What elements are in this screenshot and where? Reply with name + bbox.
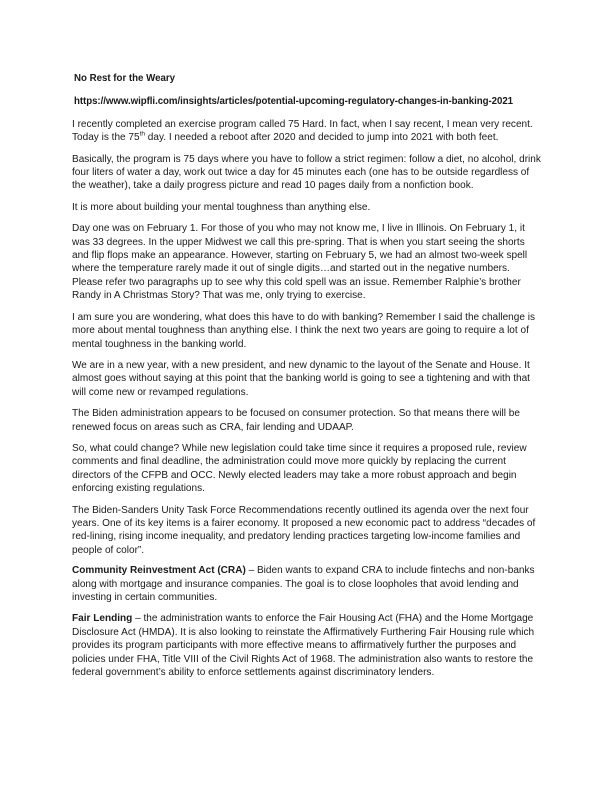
paragraph-day-one: Day one was on February 1. For those of you who may not know me, I live in Illinois. On February 1, it was 33 degrees. In the upper Midwest we call this pre-spring. That is when you start seeing the shorts and flip flops make an appearance. However, starting on February 5, we had an almost two-week spell where the temperature rarely made it out of single digits…and started out in the negative numbers. Please refer two paragraphs up to see why this cold spell was an issue. Remember Ralphie’s brother Randy in A Christmas Story? That was me, only trying to exercise. (72, 223, 528, 302)
paragraph-fair-lending (72, 612, 541, 679)
paragraph-cra (72, 564, 541, 604)
paragraph-what-could-change: So, what could change? While new legislation could take time since it requires a proposed rule, review comments and final deadline, the administration could move more quickly by replacing the current directors of the CFPB and OCC. Newly elected leaders may take a more robust approach and begin enforcing existing regulations. (72, 442, 527, 495)
paragraph-new-year: We are in a new year, with a new president, and new dynamic to the layout of the Senate and House. It almost goes without saying at this point that the banking world is going to see a tightening and with that will come new or revamped regulations. (72, 359, 530, 398)
fair-lending-text: – the administration wants to enforce the Fair Housing Act (FHA) and the Home Mortgage Disclosure Act (HMDA). It is also looking to reinstate the Affirmatively Furthering Fair Housing rule which provides its program participants with more effective means to affirmatively further the purposes and policies under FHA, Title VIII of the Civil Rights Act of 1968. The administration also wants to restore the federal government’s ability to enforce settlements against discriminatory lenders. (72, 613, 535, 679)
paragraph-intro (72, 118, 541, 145)
intro-text-b: day. I needed a reboot after 2020 and decided to jump into 2021 with both feet. (145, 132, 499, 144)
source-url: https://www.wipfli.com/insights/articles/potential-upcoming-regulatory-changes-in-banking-2021 (74, 96, 514, 108)
ordinal-suffix: th (139, 130, 146, 138)
cra-heading: Community Reinvestment Act (CRA) (72, 565, 246, 577)
cra-text: – Biden wants to expand CRA to include fintechs and non-banks along with mortgage and insurance companies. The goal is to close loopholes that avoid lending and investing in certain communities. (72, 565, 535, 603)
paragraph-task-force: The Biden-Sanders Unity Task Force Recommendations recently outlined its agenda over the next four years. One of its key items is a fairer economy. It proposed a new economic pact to address “decades of red-lining, rising income inequality, and predatory lending practices targeting low-income families and people of color”. (72, 504, 536, 556)
intro-text-a: I recently completed an exercise program called 75 Hard. In fact, when I say recent, I mean very recent. Today is the 75 (72, 118, 533, 144)
paragraph-program: Basically, the program is 75 days where you have to follow a strict regimen: follow a diet, no alcohol, drink four liters of water a day, work out twice a day for 45 minutes each (one has to be outside regardless of the weather), take a daily progress picture and read 10 pages daily from a nonfiction book. (72, 153, 541, 192)
fair-lending-heading: Fair Lending (72, 613, 133, 625)
paragraph-consumer-protection: The Biden administration appears to be focused on consumer protection. So that means there will be renewed focus on areas such as CRA, fair lending and UDAAP. (72, 408, 520, 433)
paragraph-mental-toughness: It is more about building your mental toughness than anything else. (72, 201, 371, 213)
paragraph-banking-question: I am sure you are wondering, what does this have to do with banking? Remember I said the challenge is more about mental toughness than anything else. I think the next two years are going to require a lot of mental toughness in the banking world. (72, 311, 535, 350)
article-title: No Rest for the Weary (74, 73, 176, 84)
